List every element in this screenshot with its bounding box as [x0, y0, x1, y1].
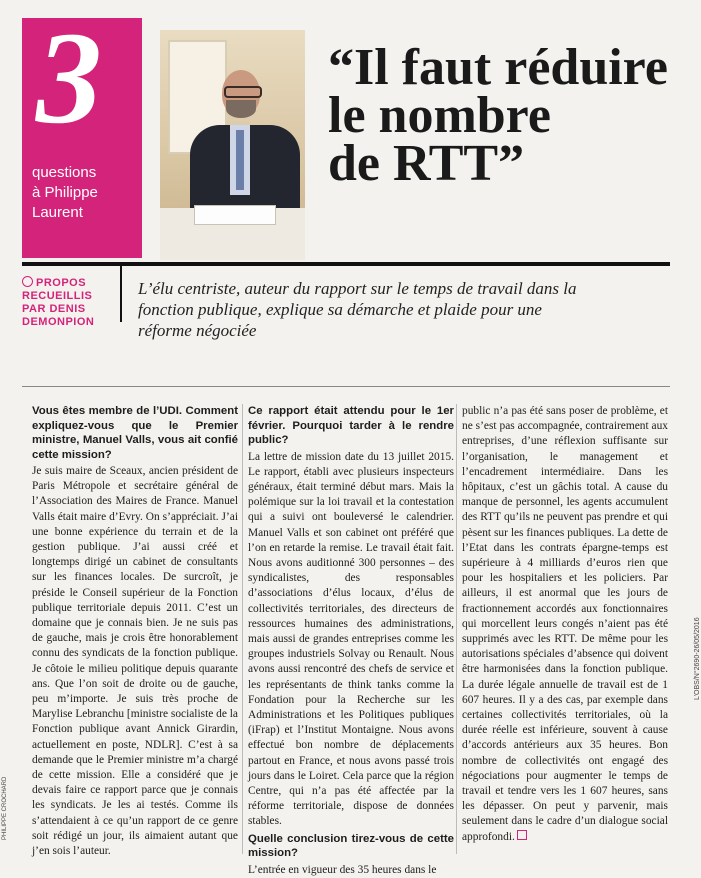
- lead-paragraph: L’élu centriste, auteur du rapport sur le temps de travail dans la fonction publique, explique sa démarche et plaide pour une réforme négociée: [138, 279, 577, 340]
- photo-beard: [226, 100, 256, 118]
- byline-line-1: PROPOS: [36, 277, 87, 289]
- answer-3-start: L’entrée en vigueur des 35 heures dans le: [248, 863, 437, 876]
- end-mark-icon: [517, 830, 527, 840]
- photo-tie: [236, 130, 244, 190]
- byline-divider: [120, 262, 122, 322]
- column-separator: [242, 404, 243, 854]
- answer-3-continued: [462, 404, 668, 845]
- title-line-2: le nombre: [328, 87, 551, 144]
- portrait-photo: [160, 30, 305, 260]
- question-3: Quelle conclusion tirez-vous de cette mission?: [248, 832, 454, 860]
- title-line-3: de RTT”: [328, 135, 525, 192]
- number-badge: [22, 4, 142, 258]
- answer-2: La lettre de mission date du 13 juillet 2015. Le rapport, établi avec plusieurs inspecteurs généraux, était terminé début mars. Mais la polémique sur la loi travail et la contestation qui a suivi ont bouleversé le calendrier. Manuel Valls et son cabinet ont préféré que l’on en retarde la remise. Le travail était fait. Nous avons auditionné 300 personnes – des syndicalistes, des responsables d’associations d’élus locaux, d’élus de collectivités territoriales, des directeurs de ressources humaines des administrations, mais aussi de grandes entreprises comme les groupes industriels Solvay ou Renault. Nous avons aussi rencontré des chefs de service et les représentants de think tanks comme la Fondation pour la Recherche sur les Administrations et les Politiques publiques (iFrap) et l’Institut Montaigne. Nous avons effectué bon nombre de déplacements partout en France, et nous avons passé trois jours dans le Loiret. Cela parce que la région Centre, qui n’a pas été affectée par la réforme territoriale, dispose de données stables.: [248, 450, 454, 828]
- badge-to-label: à Philippe: [32, 184, 98, 201]
- badge-questions-label: questions: [32, 164, 97, 181]
- photo-document: [194, 205, 276, 225]
- byline-icon: [22, 276, 33, 287]
- column-3: [462, 404, 668, 845]
- article-title: [328, 39, 668, 192]
- column-separator: [456, 404, 457, 854]
- answer-1: Je suis maire de Sceaux, ancien président de Paris Métropole et secrétaire général de l’Association des Maires de France. Manuel Valls était maire d’Evry. On s’appréciait. J’ai une bonne expérience du terrain et de la gestion publique. J’ai aussi créé et longtemps dirigé un cabinet de consultants sur les finances locales. De surcroît, je préside le Conseil supérieur de la Fonction publique territoriale depuis 2011. C’est un domaine que je connais bien. Je ne suis pas de gauche, mais je crois être honorablement connu des syndicats de la fonction publique. Je côtoie le milieu politique depuis quarante ans. Que l’on soit de droite ou de gauche, peu m’importe. Je suis très proche de Marylise Lebranchu [ministre socialiste de la Fonction publique avant Annick Girardin, actuellement en poste, NDLR]. C’est à sa demande que le Premier ministre m’a chargé de cette mission. Elle a considéré que je devais faire ce rapport parce que je connais les syndicats. Je les ai testés. Comme ils s’attendaient à ce qu’un rapport de ce genre soit rédigé un jour, ils aimaient autant que j’en sois l’auteur.: [32, 465, 238, 858]
- byline-line-4: DEMONPION: [22, 316, 95, 328]
- answer-3-text: public n’a pas été sans poser de problème, et ne s’est pas accompagnée, contrairement aux entreprises, d’une réflexion suffisante sur l’organisation, le management et l’encadrement intermédiaire. Dans les hôpitaux, c’est un gâchis total. A cause du manque de personnel, les agents accumulent des RTT qu’ils ne peuvent pas prendre et qui pèsent sur les finances publiques. La dette de l’Etat dans les contrats épargne-temps est supérieure à 4 milliards d’euros rien que pour les hospitaliers et les policiers. Par ailleurs, il est anormal que les jours de fractionnement accordés aux fonctionnaires qui morcellent leurs congés n’aient pas été supprimés avec les RTT. De même pour les autorisations spéciales d’absence qui doivent être harmonisées dans la fonction publique. La durée légale annuelle de travail est de 1 607 heures. Il y a des cas, par exemple dans certaines collectivités territoriales, où la durée réelle est inférieure, souvent à cause d’accords antérieurs aux 35 heures. Bon nombre de collectivités ont engagé des négociations pour augmenter le temps de travail et tendre vers les 1 607 heures, sans les dépasser. On peut y parvenir, mais seulement dans le cadre d’un dialogue social approfondi.: [462, 405, 668, 843]
- column-1: [32, 404, 238, 859]
- question-1: Vous êtes membre de l’UDI. Comment expliquez-vous que le Premier ministre, Manuel Valls, vous ait confié cette mission?: [32, 405, 238, 461]
- badge-name-label: Laurent: [32, 204, 83, 221]
- byline: [22, 276, 118, 329]
- issue-folio: L’OBS/N°2690-26/05/2016: [694, 617, 701, 700]
- byline-line-2: RECUEILLIS: [22, 290, 93, 302]
- badge-number: 3: [36, 4, 102, 151]
- photo-glasses: [224, 86, 262, 98]
- byline-line-3: PAR DENIS: [22, 303, 86, 315]
- title-line-1: “Il faut réduire: [328, 39, 668, 96]
- photo-credit: PHILIPPE CROCHARD: [2, 776, 8, 840]
- question-2: Ce rapport était attendu pour le 1er février. Pourquoi tarder à le rendre public?: [248, 405, 454, 446]
- lead-rule: [22, 386, 670, 387]
- column-2: [248, 404, 454, 878]
